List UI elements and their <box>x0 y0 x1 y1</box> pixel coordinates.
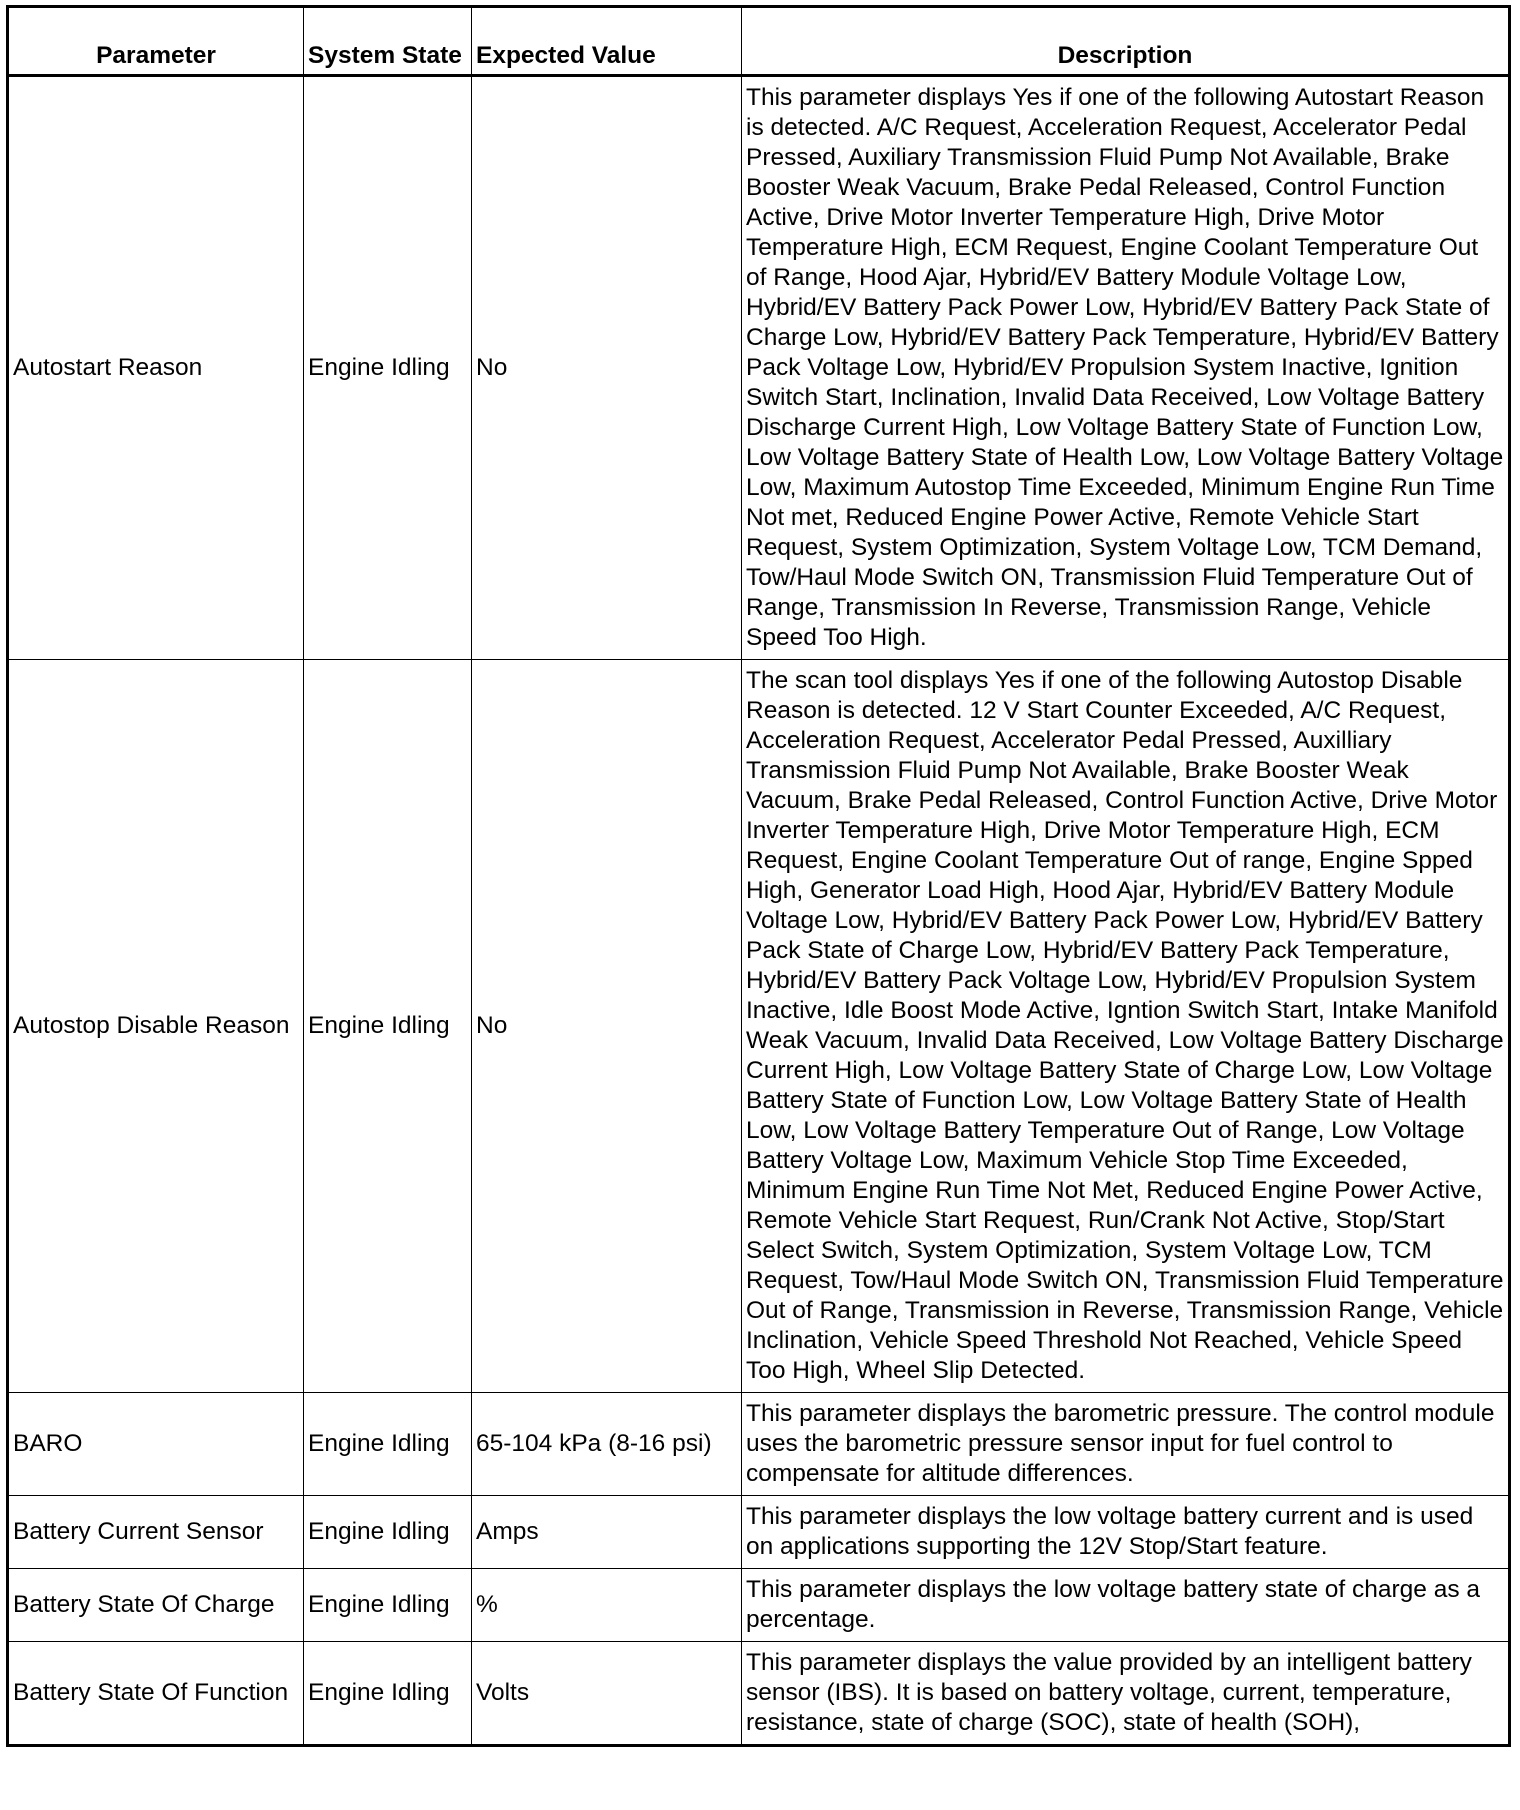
row-system-state: Engine Idling <box>304 1393 472 1496</box>
header-system-state: System State <box>304 7 472 76</box>
row-parameter: BARO <box>8 1393 304 1496</box>
header-expected-value: Expected Value <box>472 7 742 76</box>
header-parameter: Parameter <box>8 7 304 76</box>
row-description: This parameter displays the barometric pressure. The control module uses the barometric pressure sensor input for fuel control to compensate for altitude differences. <box>742 1393 1510 1496</box>
row-description: This parameter displays the low voltage battery state of charge as a percentage. <box>742 1569 1510 1642</box>
table-row <box>8 1393 1510 1496</box>
header-row <box>8 7 1510 76</box>
row-system-state: Engine Idling <box>304 76 472 660</box>
table-row <box>8 1569 1510 1642</box>
row-expected-value: 65-104 kPa (8-16 psi) <box>472 1393 742 1496</box>
parameter-table <box>6 5 1511 1747</box>
row-parameter: Battery State Of Charge <box>8 1569 304 1642</box>
row-system-state: Engine Idling <box>304 1642 472 1746</box>
row-parameter: Battery State Of Function <box>8 1642 304 1746</box>
row-parameter: Autostop Disable Reason <box>8 660 304 1393</box>
row-expected-value: No <box>472 76 742 660</box>
row-system-state: Engine Idling <box>304 660 472 1393</box>
row-system-state: Engine Idling <box>304 1496 472 1569</box>
table-row <box>8 660 1510 1393</box>
row-description: This parameter displays the low voltage battery current and is used on applications supporting the 12V Stop/Start feature. <box>742 1496 1510 1569</box>
row-expected-value: Volts <box>472 1642 742 1746</box>
table-row <box>8 76 1510 660</box>
row-description: This parameter displays the value provided by an intelligent battery sensor (IBS). It is based on battery voltage, current, temperature, resistance, state of charge (SOC), state of health (SOH), <box>742 1642 1510 1746</box>
header-description: Description <box>742 7 1510 76</box>
row-expected-value: % <box>472 1569 742 1642</box>
row-parameter: Autostart Reason <box>8 76 304 660</box>
row-system-state: Engine Idling <box>304 1569 472 1642</box>
row-parameter: Battery Current Sensor <box>8 1496 304 1569</box>
row-description: The scan tool displays Yes if one of the following Autostop Disable Reason is detected. 12 V Start Counter Exceeded, A/C Request, Acceleration Request, Accelerator Pedal Pressed, Auxilliary Transmission Fluid Pump Not Available, Brake Booster Weak Vacuum, Brake Pedal Released, Control Function Active, Drive Motor Inverter Temperature High, Drive Motor Temperature High, ECM Request, Engine Coolant Temperature Out of range, Engine Spped High, Generator Load High, Hood Ajar, Hybrid/EV Battery Module Voltage Low, Hybrid/EV Battery Pack Power Low, Hybrid/EV Battery Pack State of Charge Low, Hybrid/EV Battery Pack Temperature, Hybrid/EV Battery Pack Voltage Low, Hybrid/EV Propulsion System Inactive, Idle Boost Mode Active, Igntion Switch Start, Intake Manifold Weak Vacuum, Invalid Data Received, Low Voltage Battery Discharge Current High, Low Voltage Battery State of Charge Low, Low Voltage Battery State of Function Low, Low Voltage Battery State of Health Low, Low Voltage Battery Temperature Out of Range, Low Voltage Battery Voltage Low, Maximum Vehicle Stop Time Exceeded, Minimum Engine Run Time Not Met, Reduced Engine Power Active, Remote Vehicle Start Request, Run/Crank Not Active, Stop/Start Select Switch, System Optimization, System Voltage Low, TCM Request, Tow/Haul Mode Switch ON, Transmission Fluid Temperature Out of Range, Transmission in Reverse, Transmission Range, Vehicle Inclination, Vehicle Speed Threshold Not Reached, Vehicle Speed Too High, Wheel Slip Detected. <box>742 660 1510 1393</box>
table-row <box>8 1496 1510 1569</box>
table-row <box>8 1642 1510 1746</box>
row-description: This parameter displays Yes if one of the following Autostart Reason is detected. A/C Request, Acceleration Request, Accelerator Pedal Pressed, Auxiliary Transmission Fluid Pump Not Available, Brake Booster Weak Vacuum, Brake Pedal Released, Control Function Active, Drive Motor Inverter Temperature High, Drive Motor Temperature High, ECM Request, Engine Coolant Temperature Out of Range, Hood Ajar, Hybrid/EV Battery Module Voltage Low, Hybrid/EV Battery Pack Power Low, Hybrid/EV Battery Pack State of Charge Low, Hybrid/EV Battery Pack Temperature, Hybrid/EV Battery Pack Voltage Low, Hybrid/EV Propulsion System Inactive, Ignition Switch Start, Inclination, Invalid Data Received, Low Voltage Battery Discharge Current High, Low Voltage Battery State of Function Low, Low Voltage Battery State of Health Low, Low Voltage Battery Voltage Low, Maximum Autostop Time Exceeded, Minimum Engine Run Time Not met, Reduced Engine Power Active, Remote Vehicle Start Request, System Optimization, System Voltage Low, TCM Demand, Tow/Haul Mode Switch ON, Transmission Fluid Temperature Out of Range, Transmission In Reverse, Transmission Range, Vehicle Speed Too High. <box>742 76 1510 660</box>
row-expected-value: No <box>472 660 742 1393</box>
row-expected-value: Amps <box>472 1496 742 1569</box>
